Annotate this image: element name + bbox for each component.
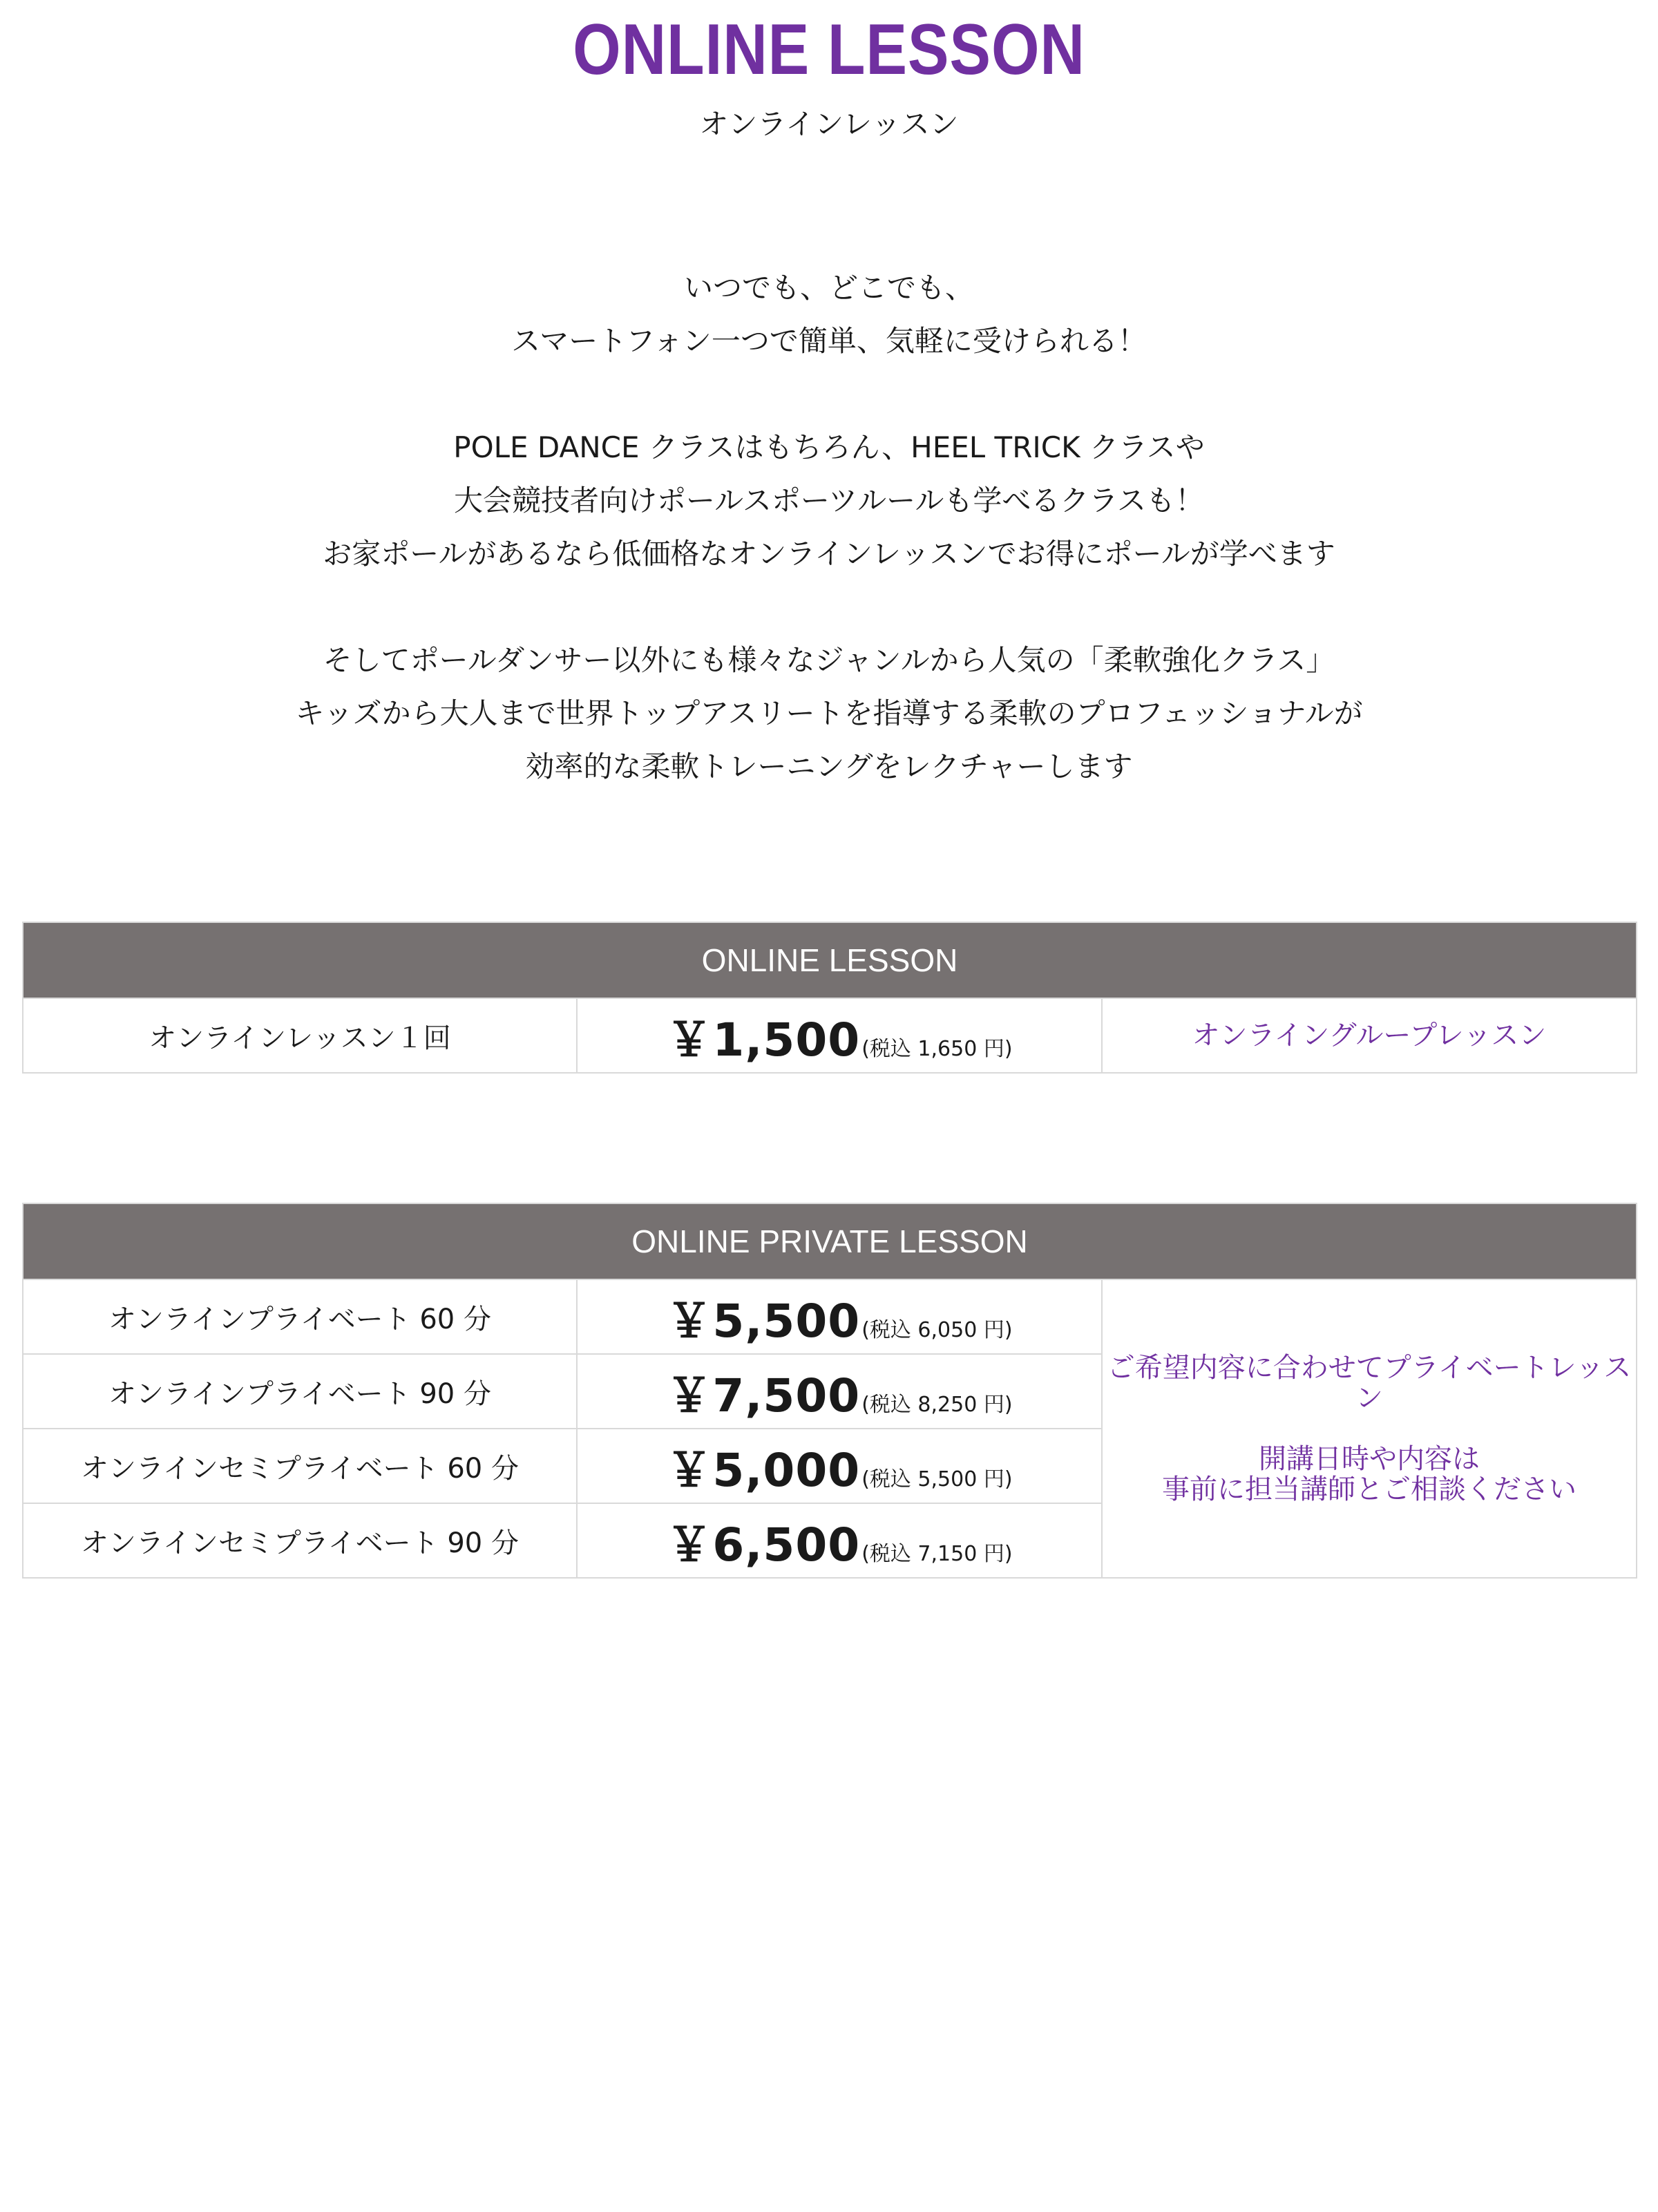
lesson-price-tax: (税込 1,650 円) [861, 1036, 1013, 1061]
note-line: 開講日時や内容は [1259, 1443, 1480, 1475]
private-lesson-table [22, 1203, 1637, 1579]
lesson-price-cell [577, 998, 1102, 1073]
lesson-price: ￥1,500 [666, 1013, 861, 1067]
online-lesson-header: ONLINE LESSON [23, 922, 1637, 998]
page-subtitle: オンラインレッスン [699, 107, 959, 141]
lesson-price-tax: (税込 6,050 円) [861, 1317, 1013, 1342]
lesson-price: ￥7,500 [666, 1369, 861, 1422]
lesson-price: ￥5,500 [666, 1294, 861, 1348]
intro-line: いつでも、どこでも、 [683, 271, 974, 305]
intro-line: 効率的な柔軟トレーニングをレクチャーします [525, 750, 1133, 783]
lesson-price: ￥6,500 [666, 1518, 861, 1572]
lesson-price-cell [577, 1354, 1102, 1429]
intro-line: キッズから大人まで世界トップアスリートを指導する柔軟のプロフェッショナルが [295, 696, 1363, 730]
intro-line: スマートフォン一つで簡単、気軽に受けられる！ [511, 324, 1147, 358]
lesson-name: オンラインセミプライベート 90 分 [23, 1503, 577, 1578]
table-row [23, 998, 1637, 1073]
lesson-price-tax: (税込 7,150 円) [861, 1541, 1013, 1566]
lesson-price-tax: (税込 8,250 円) [861, 1392, 1013, 1417]
private-lesson-header: ONLINE PRIVATE LESSON [23, 1203, 1637, 1279]
lesson-price-tax: (税込 5,500 円) [861, 1467, 1013, 1491]
online-lesson-table [22, 922, 1637, 1074]
lesson-price-cell [577, 1503, 1102, 1578]
note-line: 事前に担当講師とご相談ください [1162, 1474, 1576, 1505]
lesson-note: オンライングループレッスン [1102, 998, 1637, 1073]
private-lesson-note [1102, 1279, 1637, 1578]
note-line: ご希望内容に合わせてプライベートレッスン [1107, 1352, 1632, 1414]
intro-line: 大会競技者向けポールスポーツルールも学べるクラスも！ [453, 484, 1205, 517]
lesson-name: オンラインセミプライベート 60 分 [23, 1429, 577, 1503]
lesson-price-cell [577, 1429, 1102, 1503]
page-title: ONLINE LESSON [573, 10, 1085, 90]
intro-line: そしてポールダンサー以外にも様々なジャンルから人気の「柔軟強化クラス」 [323, 643, 1335, 677]
lesson-name: オンラインレッスン１回 [23, 998, 577, 1073]
lesson-name: オンラインプライベート 60 分 [23, 1279, 577, 1354]
intro-line: お家ポールがあるなら低価格なオンラインレッスンでお得にポールが学べます [323, 537, 1335, 571]
table-row [23, 1279, 1637, 1354]
intro-text [0, 261, 1658, 793]
lesson-name: オンラインプライベート 90 分 [23, 1354, 577, 1429]
lesson-price-cell [577, 1279, 1102, 1354]
lesson-price: ￥5,000 [666, 1443, 861, 1497]
intro-line: POLE DANCE クラスはもちろん、HEEL TRICK クラスや [453, 430, 1205, 464]
